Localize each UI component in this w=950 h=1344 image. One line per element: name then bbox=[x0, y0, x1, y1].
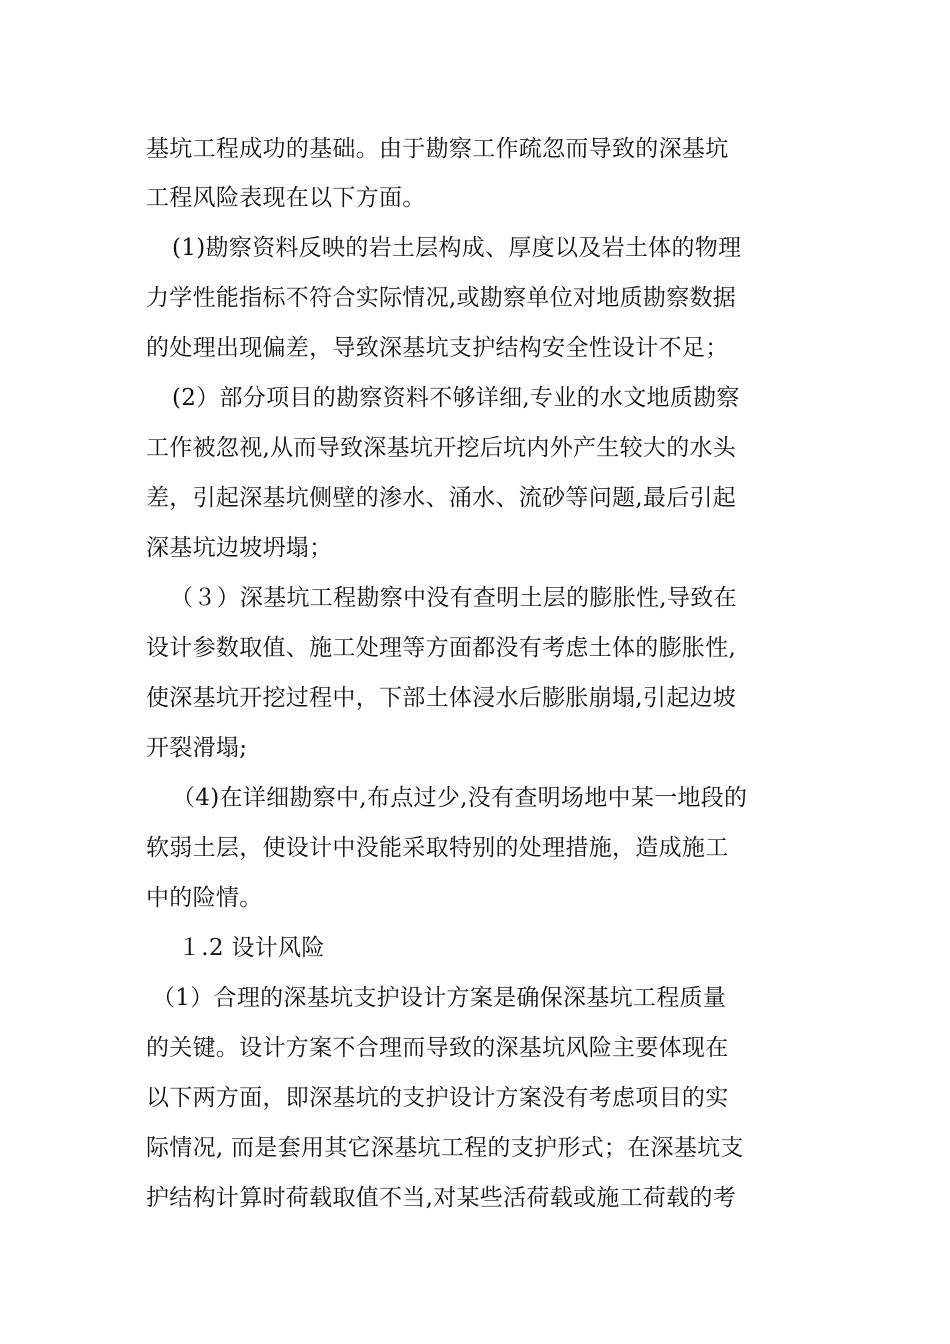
text-line-16: 中的险情。 bbox=[146, 885, 263, 911]
text-line-2: 工程风险表现在以下方面。 bbox=[146, 185, 426, 211]
text-line-13: 开裂滑塌; bbox=[146, 735, 248, 761]
text-line-11: 设计参数取值、施工处理等方面都没有考虑土体的膨胀性, bbox=[146, 635, 737, 661]
text-line-3: (1)勘察资料反映的岩土层构成、厚度以及岩土体的物理 bbox=[172, 235, 742, 261]
text-line-4: 力学性能指标不符合实际情况,或勘察单位对地质勘察数据 bbox=[146, 285, 737, 311]
text-line-8: 差，引起深基坑侧壁的渗水、涌水、流砂等问题,最后引起 bbox=[146, 485, 737, 511]
text-line-12: 使深基坑开挖过程中，下部土体浸水后膨胀崩塌,引起边坡 bbox=[146, 685, 737, 711]
text-line-1: 基坑工程成功的基础。由于勘察工作疏忽而导致的深基坑 bbox=[146, 136, 729, 162]
text-line-18: （1）合理的深基坑支护设计方案是确保深基坑工程质量 bbox=[152, 985, 727, 1011]
text-line-14: （4)在详细勘察中,布点过少,没有查明场地中某一地段的 bbox=[172, 785, 748, 811]
text-line-19: 的关键。设计方案不合理而导致的深基坑风险主要体现在 bbox=[146, 1035, 729, 1061]
text-line-21: 际情况, 而是套用其它深基坑工程的支护形式；在深基坑支 bbox=[146, 1135, 744, 1161]
text-line-22: 护结构计算时荷载取值不当,对某些活荷载或施工荷载的考 bbox=[146, 1185, 737, 1211]
text-line-5: 的处理出现偏差，导致深基坑支护结构安全性设计不足； bbox=[146, 335, 729, 361]
text-line-7: 工作被忽视,从而导致深基坑开挖后坑内外产生较大的水头 bbox=[146, 435, 737, 461]
text-line-15: 软弱土层，使设计中没能采取特别的处理措施，造成施工 bbox=[146, 835, 729, 861]
text-line-20: 以下两方面，即深基坑的支护设计方案没有考虑项目的实 bbox=[146, 1085, 729, 1111]
text-line-9: 深基坑边坡坍塌； bbox=[146, 535, 333, 561]
text-line-6: (2）部分项目的勘察资料不够详细,专业的水文地质勘察 bbox=[172, 385, 740, 411]
text-line-10: （３）深基坑工程勘察中没有查明土层的膨胀性,导致在 bbox=[170, 585, 737, 611]
section-heading: １.2 设计风险 bbox=[178, 935, 325, 961]
